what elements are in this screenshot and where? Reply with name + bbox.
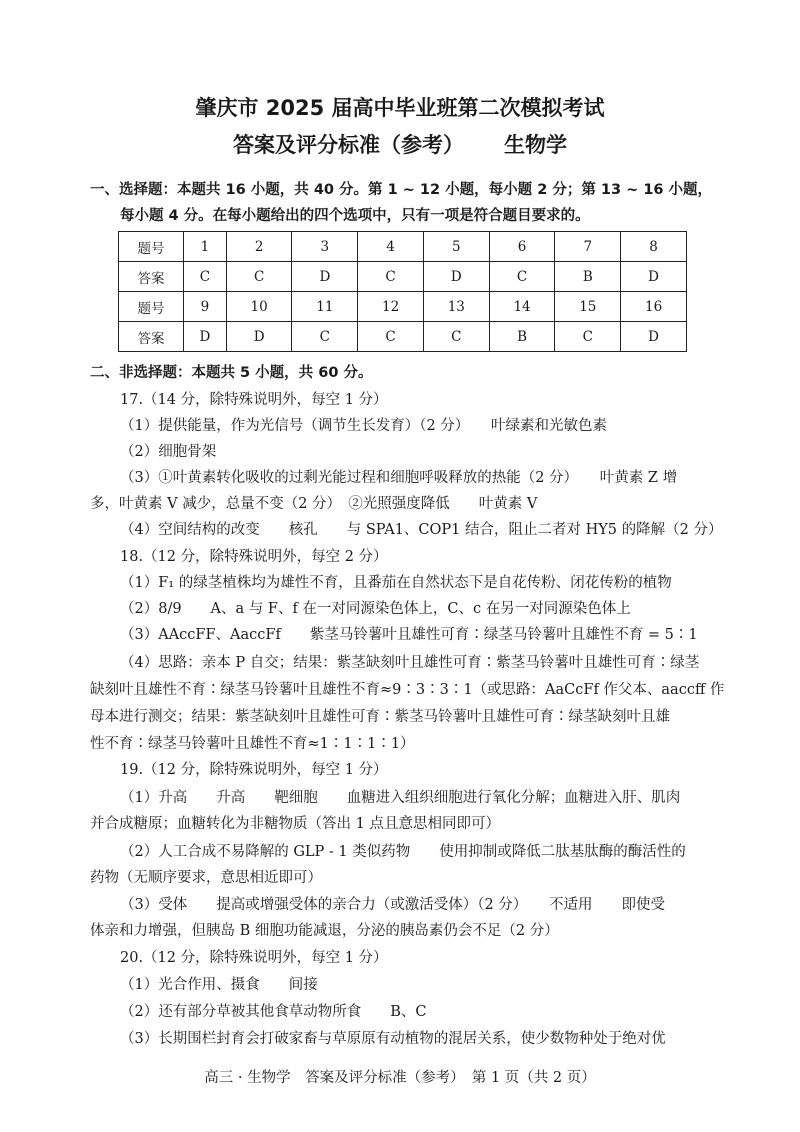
answer-line: （2）8/9 A、a 与 F、f 在一对同源染色体上，C、c 在另一对同源染色体上 [120, 601, 631, 617]
answer-table [118, 231, 687, 352]
table-cell: 3 [292, 232, 358, 262]
q17-heading: 17.（14 分，除特殊说明外，每空 1 分） [120, 392, 388, 408]
answer-line: （2）人工合成不易降解的 GLP - 1 类似药物 使用抑制或降低二肽基肽酶的酶活性的 [120, 844, 686, 860]
table-cell: D [621, 262, 687, 292]
table-cell: 14 [489, 292, 555, 322]
table-cell: C [226, 262, 292, 292]
section2-heading: 二、非选择题：本题共 5 小题，共 60 分。 [90, 365, 373, 381]
table-cell: 12 [358, 292, 424, 322]
table-cell: C [555, 322, 621, 352]
answer-line: （1）光合作用、摄食 间接 [120, 977, 318, 993]
table-cell: C [184, 262, 227, 292]
table-cell: 5 [423, 232, 489, 262]
table-cell: B [555, 262, 621, 292]
section1-heading-cont: 每小题 4 分。在每小题给出的四个选项中，只有一项是符合题目要求的。 [120, 208, 590, 224]
table-cell: 13 [423, 292, 489, 322]
answer-line: （3）长期围栏封育会打破家畜与草原原有动植物的混居关系，使少数物种处于绝对优 [120, 1031, 666, 1047]
table-cell: B [489, 322, 555, 352]
table-cell: 7 [555, 232, 621, 262]
table-cell: C [358, 322, 424, 352]
document-subtitle [0, 129, 800, 159]
answer-line: （2）还有部分草被其他食草动物所食 B、C [120, 1004, 427, 1020]
answer-line: （4）思路：亲本 P 自交；结果：紫茎缺刻叶且雄性可育∶紫茎马铃薯叶且雄性可育∶绿茎 [120, 655, 700, 671]
answer-line: 母本进行测交；结果：紫茎缺刻叶且雄性可育∶紫茎马铃薯叶且雄性可育∶绿茎缺刻叶且雄 [90, 709, 670, 725]
answer-line: 性不育∶绿茎马铃薯叶且雄性不育≈1∶1∶1∶1） [90, 736, 415, 752]
table-cell: D [226, 322, 292, 352]
table-cell: D [423, 262, 489, 292]
table-cell: 4 [358, 232, 424, 262]
table-cell: C [423, 322, 489, 352]
answer-line: 并合成糖原；血糖转化为非糖物质（答出 1 点且意思相同即可） [90, 816, 500, 832]
q20-heading: 20.（12 分，除特殊说明外，每空 1 分） [120, 950, 388, 966]
subtitle-answer-key: 答案及评分标准（参考） [233, 133, 464, 157]
table-cell: 2 [226, 232, 292, 262]
subtitle-subject: 生物学 [504, 133, 567, 157]
table-cell: 8 [621, 232, 687, 262]
answer-line: （4）空间结构的改变 核孔 与 SPA1、COP1 结合，阻止二者对 HY5 的降解（2 分） [120, 522, 723, 538]
answer-line: （3）受体 提高或增强受体的亲合力（或激活受体）（2 分） 不适用 即使受 [120, 897, 666, 913]
answer-line: 多，叶黄素 V 减少，总量不变（2 分） ②光照强度降低 叶黄素 V [90, 496, 538, 512]
table-cell-label: 答案 [119, 262, 184, 292]
table-cell: 6 [489, 232, 555, 262]
answer-line: （3）①叶黄素转化吸收的过剩光能过程和细胞呼吸释放的热能（2 分） 叶黄素 Z 增 [120, 470, 678, 486]
answer-line: （2）细胞骨架 [120, 444, 217, 460]
table-cell: 1 [184, 232, 227, 262]
table-cell: D [184, 322, 227, 352]
table-cell: C [489, 262, 555, 292]
table-cell: C [358, 262, 424, 292]
table-cell-label: 答案 [119, 322, 184, 352]
table-cell: 9 [184, 292, 227, 322]
table-row [119, 292, 687, 322]
document-title: 肇庆市 2025 届高中毕业班第二次模拟考试 [195, 96, 605, 120]
answer-line: （1）升高 升高 靶细胞 血糖进入组织细胞进行氧化分解；血糖进入肝、肌肉 [120, 790, 681, 806]
section1-heading: 一、选择题：本题共 16 小题，共 40 分。第 1 ~ 12 小题，每小题 2 分；第 13 ~ 16 小题， [90, 182, 713, 198]
answer-line: （1）F₁ 的绿茎植株均为雄性不育，且番茄在自然状态下是自花传粉、闭花传粉的植物 [120, 575, 672, 591]
table-row [119, 262, 687, 292]
table-row [119, 232, 687, 262]
table-cell-label: 题号 [119, 292, 184, 322]
answer-line: 缺刻叶且雄性不育∶绿茎马铃薯叶且雄性不育≈9∶3∶3∶1（或思路：AaCcFf 作父本、aaccff 作 [90, 682, 725, 698]
q18-heading: 18.（12 分，除特殊说明外，每空 2 分） [120, 549, 388, 565]
page-footer: 高三 · 生物学 答案及评分标准（参考） 第 1 页（共 2 页） [204, 1070, 596, 1086]
answer-line: 药物（无顺序要求，意思相近即可） [90, 870, 322, 886]
table-cell: D [292, 262, 358, 292]
table-cell: 11 [292, 292, 358, 322]
table-cell: C [292, 322, 358, 352]
table-cell: 16 [621, 292, 687, 322]
answer-line: （1）提供能量，作为光信号（调节生长发育）（2 分） 叶绿素和光敏色素 [120, 418, 608, 434]
table-cell: 15 [555, 292, 621, 322]
table-cell-label: 题号 [119, 232, 184, 262]
table-row [119, 322, 687, 352]
q19-heading: 19.（12 分，除特殊说明外，每空 1 分） [120, 762, 388, 778]
answer-line: （3）AAccFF、AaccFf 紫茎马铃薯叶且雄性可育∶绿茎马铃薯叶且雄性不育 = 5∶1 [120, 627, 698, 643]
answer-line: 体亲和力增强，但胰岛 B 细胞功能减退，分泌的胰岛素仍会不足（2 分） [90, 923, 559, 939]
table-cell: 10 [226, 292, 292, 322]
table-cell: D [621, 322, 687, 352]
